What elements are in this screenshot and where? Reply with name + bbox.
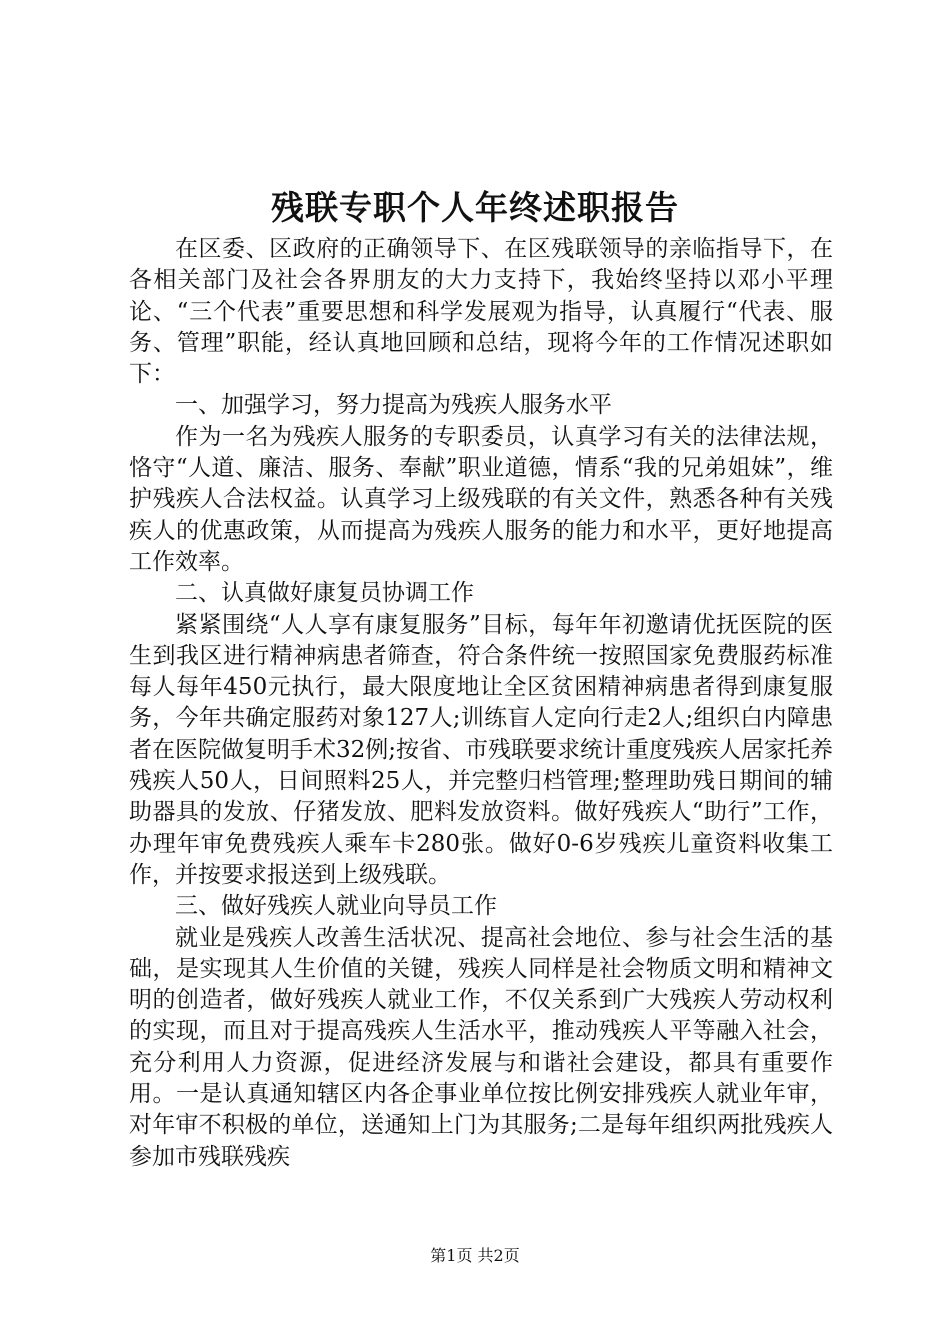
page-footer: 第1页 共2页 — [430, 1246, 520, 1265]
section-heading-3: 三、做好残疾人就业向导员工作 — [175, 893, 497, 920]
paragraph-section-3: 就业是残疾人改善生活状况、提高社会地位、参与社会生活的基础，是实现其人生价值的关键，残疾人同样是社会物质文明和精神文明的创造者，做好残疾人就业工作，不仅关系到广大残疾人劳动权利的实现，而且对于提高残疾人生活水平，推动残疾人平等融入社会，充分利用人力资源，促进经济发展与和谐社会建设，都具有重要作用。一是认真通知辖区内各企事业单位按比例安排残疾人就业年审，对年审不积极的单位，送通知上门为其服务;二是每年组织两批残疾人参加市残联残疾 — [129, 924, 833, 1170]
paragraph-section-2: 紧紧围绕“人人享有康复服务”目标，每年年初邀请优抚医院的医生到我区进行精神病患者筛查，符合条件统一按照国家免费服药标准每人每年450元执行，最大限度地让全区贫困精神病患者得到康复服务，今年共确定服药对象127人;训练盲人定向行走2人;组织白内障患者在医院做复明手术32例;按省、市残联要求统计重度残疾人居家托养残疾人50人，日间照料25人，并完整归档管理;整理助残日期间的辅助器具的发放、仔猪发放、肥料发放资料。做好残疾人“助行”工作，办理年审免费残疾人乘车卡280张。做好0-6岁残疾儿童资料收集工作，并按要求报送到上级残联。 — [129, 611, 834, 888]
section-heading-2: 二、认真做好康复员协调工作 — [175, 580, 474, 607]
paragraph-intro: 在区委、区政府的正确领导下、在区残联领导的亲临指导下，在各相关部门及社会各界朋友的大力支持下，我始终坚持以邓小平理论、“三个代表”重要思想和科学发展观为指导，认真履行“代表、服务、管理”职能，经认真地回顾和总结，现将今年的工作情况述职如下： — [129, 236, 833, 388]
paragraph-section-1: 作为一名为残疾人服务的专职委员，认真学习有关的法律法规，恪守“人道、廉洁、服务、奉献”职业道德，情系“我的兄弟姐妹”，维护残疾人合法权益。认真学习上级残联的有关文件，熟悉各种有关残疾人的优惠政策，从而提高为残疾人服务的能力和水平，更好地提高工作效率。 — [129, 423, 833, 575]
document-body — [129, 234, 833, 1173]
document-title: 残联专职个人年终述职报告 — [271, 188, 679, 227]
section-heading-1: 一、加强学习，努力提高为残疾人服务水平 — [175, 392, 612, 419]
